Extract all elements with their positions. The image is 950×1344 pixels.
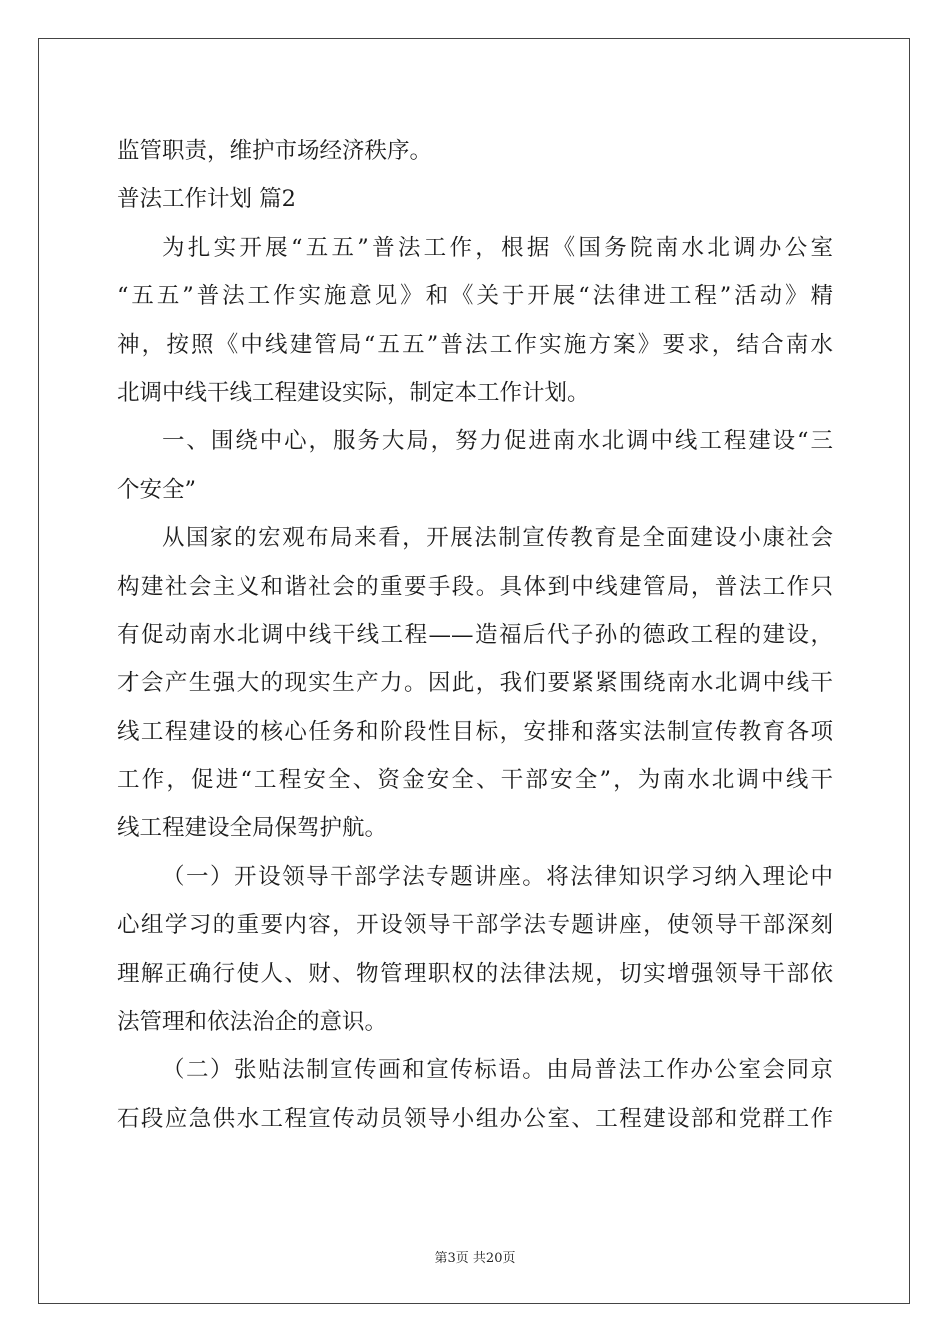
text-line: 线工程建设的核心任务和阶段性目标，安排和落实法制宣传教育各项 (117, 718, 833, 745)
text-line: 心组学习的重要内容，开设领导干部学法专题讲座，使领导干部深刻 (117, 912, 833, 939)
text-line: 为扎实开展“五五”普法工作，根据《国务院南水北调办公室 (162, 234, 833, 261)
page-number-footer: 第3页 共20页 (434, 1251, 516, 1266)
text-line: （二）张贴法制宣传画和宣传标语。由局普法工作办公室会同京 (162, 1057, 833, 1084)
text-line: 线工程建设全局保驾护航。 (117, 815, 388, 842)
text-line: 才会产生强大的现实生产力。因此，我们要紧紧围绕南水北调中线干 (117, 670, 833, 697)
text-line: 一、围绕中心，服务大局，努力促进南水北调中线工程建设“三 (162, 428, 833, 455)
text-line: 神，按照《中线建管局“五五”普法工作实施方案》要求，结合南水 (117, 331, 833, 358)
text-line: 从国家的宏观布局来看，开展法制宣传教育是全面建设小康社会 (162, 525, 833, 552)
text-line: 北调中线干线工程建设实际，制定本工作计划。 (117, 379, 590, 406)
text-line: 法管理和依法治企的意识。 (117, 1009, 388, 1036)
text-line: 理解正确行使人、财、物管理职权的法律法规，切实增强领导干部依 (117, 960, 833, 987)
document-body (117, 127, 833, 1143)
text-line: “五五”普法工作实施意见》和《关于开展“法律进工程”活动》精 (117, 283, 833, 310)
text-line: （一）开设领导干部学法专题讲座。将法律知识学习纳入理论中 (162, 863, 833, 890)
text-line: 个安全” (117, 476, 197, 503)
text-line: 监管职责，维护市场经济秩序。 (117, 138, 433, 164)
text-line: 普法工作计划 篇2 (117, 186, 296, 213)
text-line: 石段应急供水工程宣传动员领导小组办公室、工程建设部和党群工作 (117, 1105, 833, 1132)
text-line: 构建社会主义和谐社会的重要手段。具体到中线建管局，普法工作只 (117, 573, 833, 600)
text-line: 有促动南水北调中线干线工程——造福后代子孙的德政工程的建设， (117, 621, 833, 648)
text-line: 工作，促进“工程安全、资金安全、干部安全”，为南水北调中线干 (117, 767, 833, 794)
